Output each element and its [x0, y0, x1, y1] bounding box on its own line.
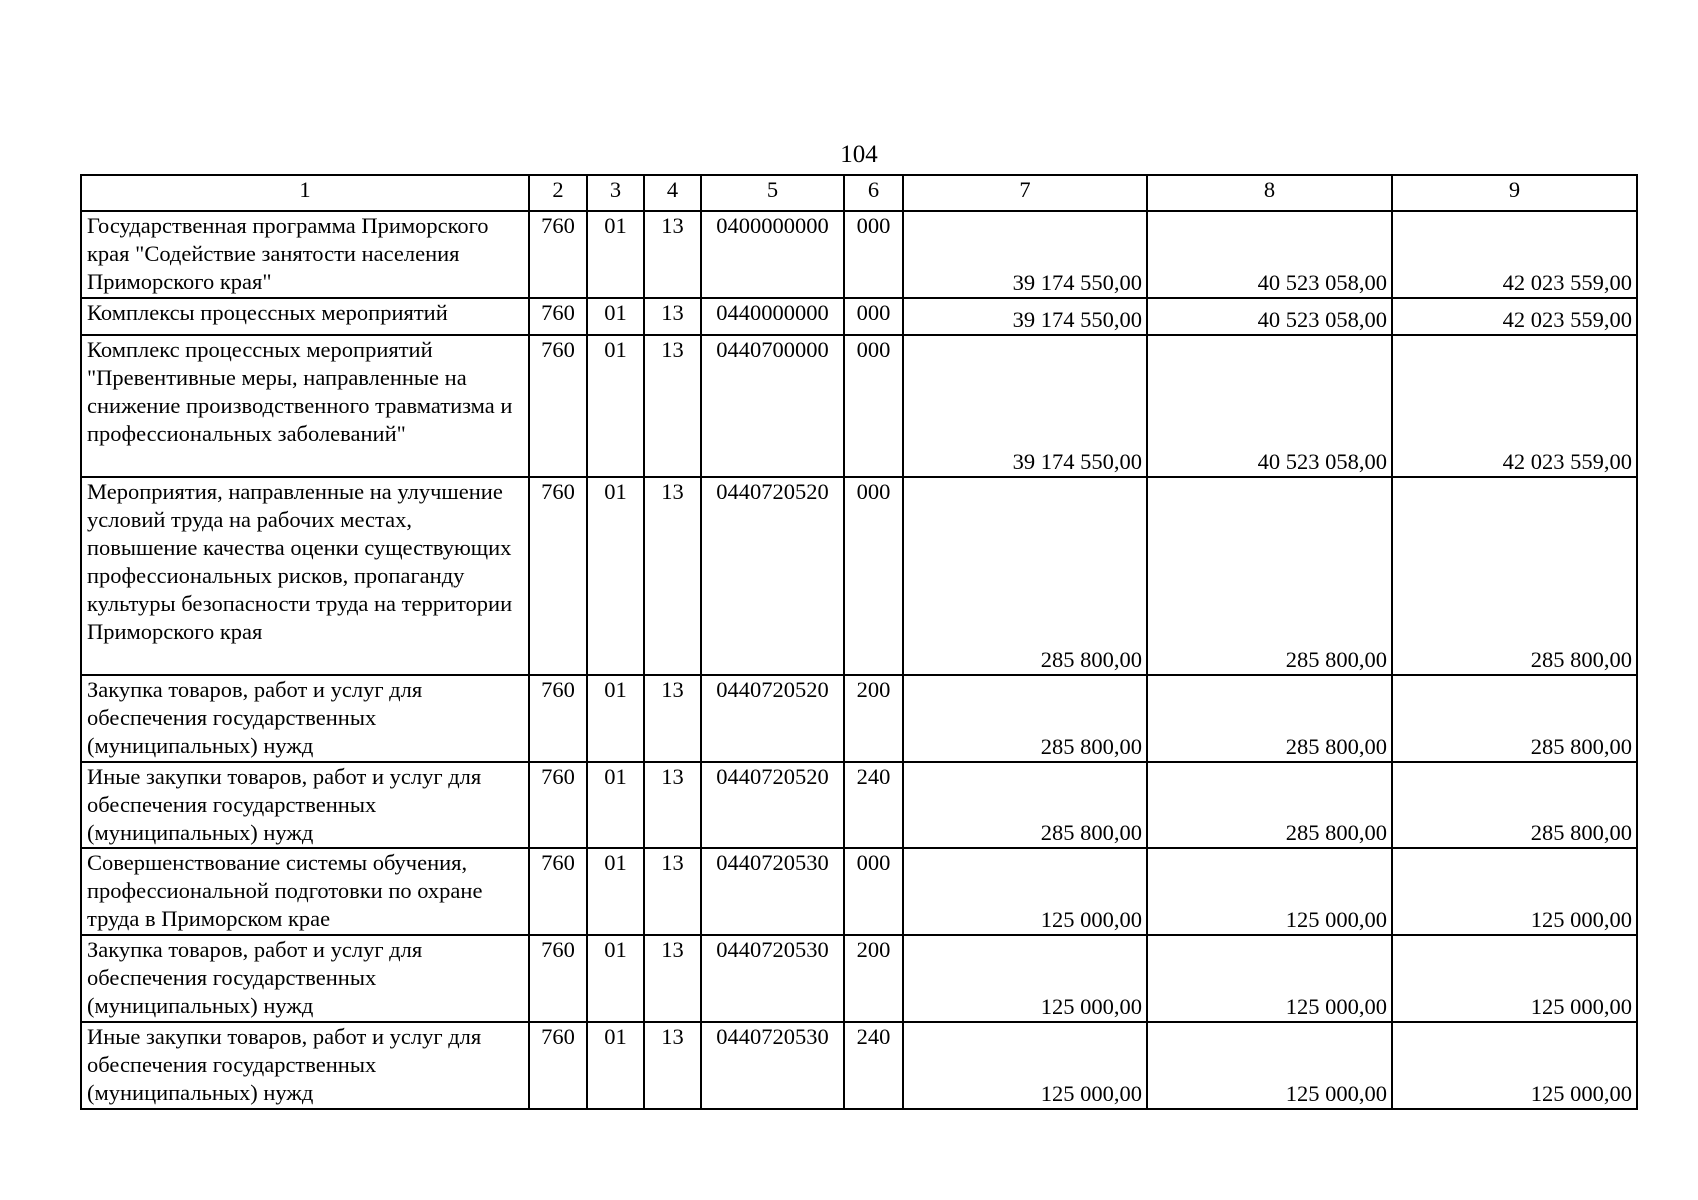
amount-col-8: 40 523 058,00 — [1147, 298, 1392, 335]
expense-type-code: 000 — [844, 298, 903, 335]
grbs-code: 760 — [529, 477, 587, 675]
amount-col-9: 125 000,00 — [1392, 848, 1637, 935]
target-article-code: 0440720530 — [701, 1022, 844, 1109]
amount-col-9: 125 000,00 — [1392, 1022, 1637, 1109]
amount-col-9: 285 800,00 — [1392, 675, 1637, 762]
item-name: Комплексы процессных мероприятий — [81, 298, 529, 335]
amount-col-7: 39 174 550,00 — [903, 211, 1147, 298]
amount-col-8: 125 000,00 — [1147, 848, 1392, 935]
item-name: Мероприятия, направленные на улучшение условий труда на рабочих местах, повышение качества оценки существующих профессиональных рисков, пропаганду культуры безопасности труда на территории Приморского края — [81, 477, 529, 675]
column-number-row — [81, 175, 1637, 211]
budget-table — [80, 174, 1638, 1110]
grbs-code: 760 — [529, 1022, 587, 1109]
grbs-code: 760 — [529, 675, 587, 762]
item-name: Закупка товаров, работ и услуг для обеспечения государственных (муниципальных) нужд — [81, 935, 529, 1022]
subsection-code: 13 — [644, 335, 701, 477]
amount-col-7: 285 800,00 — [903, 762, 1147, 848]
target-article-code: 0440720520 — [701, 762, 844, 848]
grbs-code: 760 — [529, 935, 587, 1022]
amount-col-8: 285 800,00 — [1147, 675, 1392, 762]
amount-col-7: 39 174 550,00 — [903, 335, 1147, 477]
amount-col-8: 125 000,00 — [1147, 1022, 1392, 1109]
expense-type-code: 240 — [844, 1022, 903, 1109]
expense-type-code: 200 — [844, 675, 903, 762]
grbs-code: 760 — [529, 762, 587, 848]
amount-col-9: 42 023 559,00 — [1392, 298, 1637, 335]
subsection-code: 13 — [644, 935, 701, 1022]
target-article-code: 0440720530 — [701, 935, 844, 1022]
amount-col-9: 42 023 559,00 — [1392, 335, 1637, 477]
subsection-code: 13 — [644, 848, 701, 935]
target-article-code: 0440700000 — [701, 335, 844, 477]
column-number: 4 — [644, 175, 701, 211]
subsection-code: 13 — [644, 298, 701, 335]
section-code: 01 — [587, 762, 644, 848]
section-code: 01 — [587, 335, 644, 477]
section-code: 01 — [587, 211, 644, 298]
target-article-code: 0440720530 — [701, 848, 844, 935]
table-row — [81, 1022, 1637, 1109]
table-row — [81, 848, 1637, 935]
amount-col-8: 285 800,00 — [1147, 762, 1392, 848]
grbs-code: 760 — [529, 211, 587, 298]
grbs-code: 760 — [529, 335, 587, 477]
table-row — [81, 211, 1637, 298]
table-row — [81, 298, 1637, 335]
expense-type-code: 000 — [844, 477, 903, 675]
amount-col-7: 125 000,00 — [903, 848, 1147, 935]
subsection-code: 13 — [644, 762, 701, 848]
item-name: Иные закупки товаров, работ и услуг для обеспечения государственных (муниципальных) нужд — [81, 762, 529, 848]
page-number: 104 — [840, 141, 878, 168]
item-name: Комплекс процессных мероприятий "Превентивные меры, направленные на снижение производственного травматизма и профессиональных заболеваний" — [81, 335, 529, 477]
amount-col-9: 285 800,00 — [1392, 762, 1637, 848]
grbs-code: 760 — [529, 298, 587, 335]
column-number: 3 — [587, 175, 644, 211]
section-code: 01 — [587, 675, 644, 762]
target-article-code: 0440720520 — [701, 675, 844, 762]
subsection-code: 13 — [644, 477, 701, 675]
amount-col-8: 40 523 058,00 — [1147, 335, 1392, 477]
amount-col-9: 42 023 559,00 — [1392, 211, 1637, 298]
column-number: 8 — [1147, 175, 1392, 211]
subsection-code: 13 — [644, 211, 701, 298]
section-code: 01 — [587, 848, 644, 935]
section-code: 01 — [587, 935, 644, 1022]
table-row — [81, 762, 1637, 848]
section-code: 01 — [587, 477, 644, 675]
expense-type-code: 000 — [844, 335, 903, 477]
item-name: Совершенствование системы обучения, профессиональной подготовки по охране труда в Приморском крае — [81, 848, 529, 935]
item-name: Государственная программа Приморского края "Содействие занятости населения Приморского края" — [81, 211, 529, 298]
table-body — [81, 175, 1637, 1109]
subsection-code: 13 — [644, 1022, 701, 1109]
table-row — [81, 935, 1637, 1022]
column-number: 1 — [81, 175, 529, 211]
column-number: 5 — [701, 175, 844, 211]
column-number: 6 — [844, 175, 903, 211]
expense-type-code: 240 — [844, 762, 903, 848]
amount-col-7: 39 174 550,00 — [903, 298, 1147, 335]
target-article-code: 0440720520 — [701, 477, 844, 675]
amount-col-7: 125 000,00 — [903, 1022, 1147, 1109]
expense-type-code: 200 — [844, 935, 903, 1022]
section-code: 01 — [587, 298, 644, 335]
column-number: 2 — [529, 175, 587, 211]
amount-col-7: 285 800,00 — [903, 675, 1147, 762]
column-number: 9 — [1392, 175, 1637, 211]
target-article-code: 0400000000 — [701, 211, 844, 298]
amount-col-9: 285 800,00 — [1392, 477, 1637, 675]
expense-type-code: 000 — [844, 211, 903, 298]
subsection-code: 13 — [644, 675, 701, 762]
table-row — [81, 335, 1637, 477]
amount-col-8: 125 000,00 — [1147, 935, 1392, 1022]
amount-col-7: 125 000,00 — [903, 935, 1147, 1022]
amount-col-8: 40 523 058,00 — [1147, 211, 1392, 298]
amount-col-7: 285 800,00 — [903, 477, 1147, 675]
expense-type-code: 000 — [844, 848, 903, 935]
item-name: Закупка товаров, работ и услуг для обеспечения государственных (муниципальных) нужд — [81, 675, 529, 762]
column-number: 7 — [903, 175, 1147, 211]
section-code: 01 — [587, 1022, 644, 1109]
grbs-code: 760 — [529, 848, 587, 935]
amount-col-8: 285 800,00 — [1147, 477, 1392, 675]
table-row — [81, 477, 1637, 675]
table-row — [81, 675, 1637, 762]
target-article-code: 0440000000 — [701, 298, 844, 335]
amount-col-9: 125 000,00 — [1392, 935, 1637, 1022]
item-name: Иные закупки товаров, работ и услуг для обеспечения государственных (муниципальных) нужд — [81, 1022, 529, 1109]
